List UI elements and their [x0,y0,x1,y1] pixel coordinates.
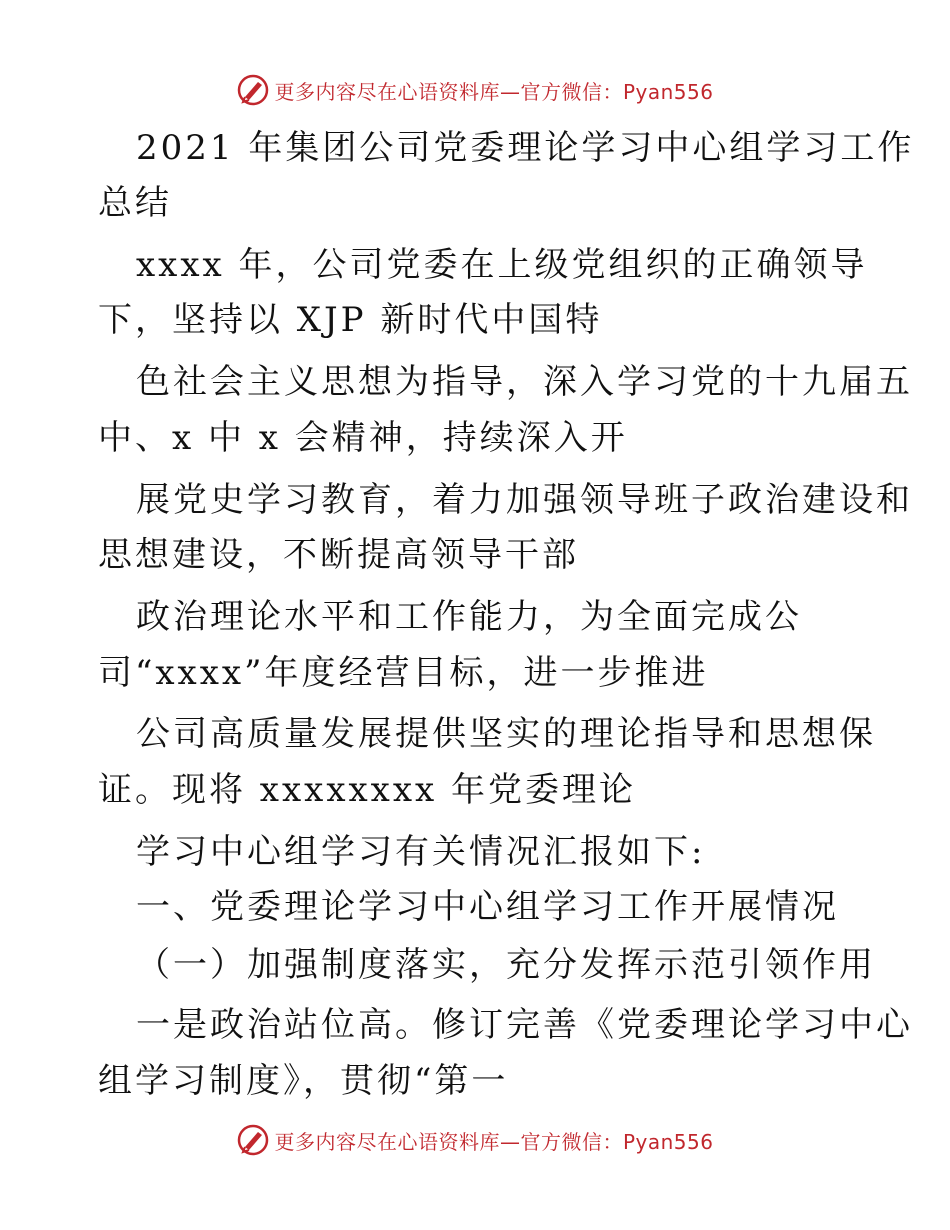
paragraph-line: 展党史学习教育，着力加强领导班子政治建设和 [136,480,913,520]
pen-logo-icon [236,73,270,107]
subsection-heading: （一）加强制度落实，充分发挥示范引领作用 [136,945,876,985]
doc-title-line-1: 2021 年集团公司党委理论学习中心组学习工作 [136,128,915,168]
paragraph-line: 公司高质量发展提供坚实的理论指导和思想保 [136,714,876,754]
paragraph-line: 学习中心组学习有关情况汇报如下: [136,832,706,872]
paragraph-line: 下，坚持以 XJP 新时代中国特 [98,300,603,340]
paragraph-line: 组学习制度》，贯彻“第一 [98,1061,509,1101]
pen-logo-icon [236,1123,270,1157]
watermark-text: 更多内容尽在心语资料库—官方微信：Pyan556 [274,79,714,104]
paragraph-line: xxxx 年，公司党委在上级党组织的正确领导 [136,245,868,285]
paragraph-line: 司“xxxx”年度经营目标，进一步推进 [98,653,709,693]
paragraph-line: 色社会主义思想为指导，深入学习党的十九届五 [136,362,913,402]
paragraph-line: 一是政治站位高。修订完善《党委理论学习中心 [136,1005,913,1045]
header-watermark [0,70,950,110]
doc-title-line-2: 总结 [98,183,172,223]
section-heading: 一、党委理论学习中心组学习工作开展情况 [136,887,839,927]
paragraph-line: 证。现将 xxxxxxxx 年党委理论 [98,770,637,810]
watermark-text: 更多内容尽在心语资料库—官方微信：Pyan556 [274,1129,714,1154]
paragraph-line: 中、x 中 x 会精神，持续深入开 [98,418,628,458]
footer-watermark [0,1120,950,1160]
paragraph-line: 思想建设，不断提高领导干部 [98,535,579,575]
paragraph-line: 政治理论水平和工作能力，为全面完成公 [136,597,802,637]
